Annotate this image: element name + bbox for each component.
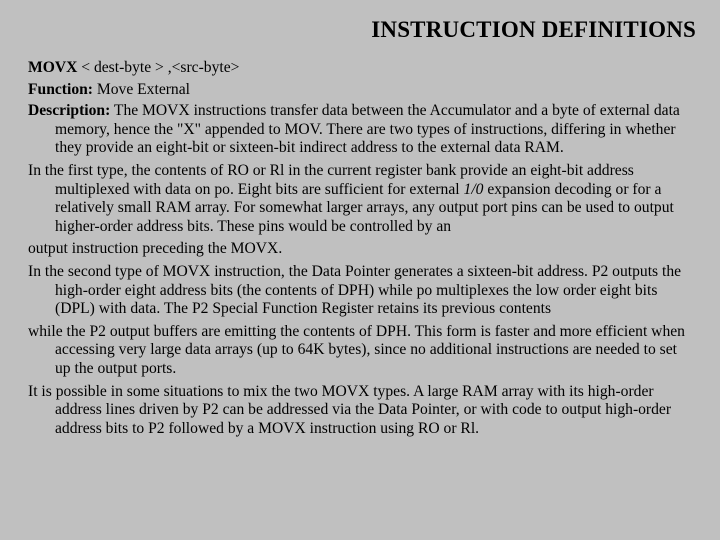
instruction-body [28, 59, 694, 442]
function-label: Function: [28, 80, 93, 98]
function-line [28, 81, 694, 100]
syntax-line [28, 59, 694, 78]
page-title: INSTRUCTION DEFINITIONS [371, 17, 696, 42]
io-term: 1/0 [463, 180, 484, 198]
mixing-paragraph: It is possible in some situations to mix the two MOVX types. A large RAM array with its high-order address lines driven by P2 can be addressed via the Data Pointer, or with code to output high-order address bits to P2 followed by a MOVX instruction using RO or Rl. [28, 382, 672, 437]
function-text: Move External [92, 80, 190, 98]
second-type-continuation: while the P2 output buffers are emitting the contents of DPH. This form is faster and more efficient when accessing very large data arrays (up to 64K bytes), since no additional instructions are needed to set up the output ports. [28, 322, 685, 377]
first-type-continuation: output instruction preceding the MOVX. [28, 240, 283, 258]
mnemonic: MOVX [28, 59, 78, 76]
description-text: The MOVX instructions transfer data between the Accumulator and a byte of external data memory, hence the "X" appended to MOV. There are two types of instructions, differing in whether they provide an eight-bit or sixteen-bit indirect address to the external data RAM. [55, 102, 680, 157]
first-type-text-cont: expansion decoding or for a relatively small RAM array. For somewhat larger arrays, any output port pins can be used to output higher-order address bits. These pins would be controlled by an [55, 180, 674, 235]
description-paragraph [28, 102, 694, 158]
operands: < dest-byte > ,<src-byte> [77, 59, 240, 76]
second-type-paragraph: In the second type of MOVX instruction, the Data Pointer generates a sixteen-bit address. P2 outputs the high-order eight address bits (the contents of DPH) while po multiplexes the low order eight bits (DPL) with data. The P2 Special Function Register retains its previous contents [28, 262, 682, 318]
first-type-paragraph [28, 162, 694, 236]
description-label: Description: [28, 102, 111, 120]
first-type-text: In the first type, the contents of RO or Rl in the current register bank provide an eight-bit address multiplexed with data on po. Eight bits are sufficient for external [28, 161, 634, 198]
